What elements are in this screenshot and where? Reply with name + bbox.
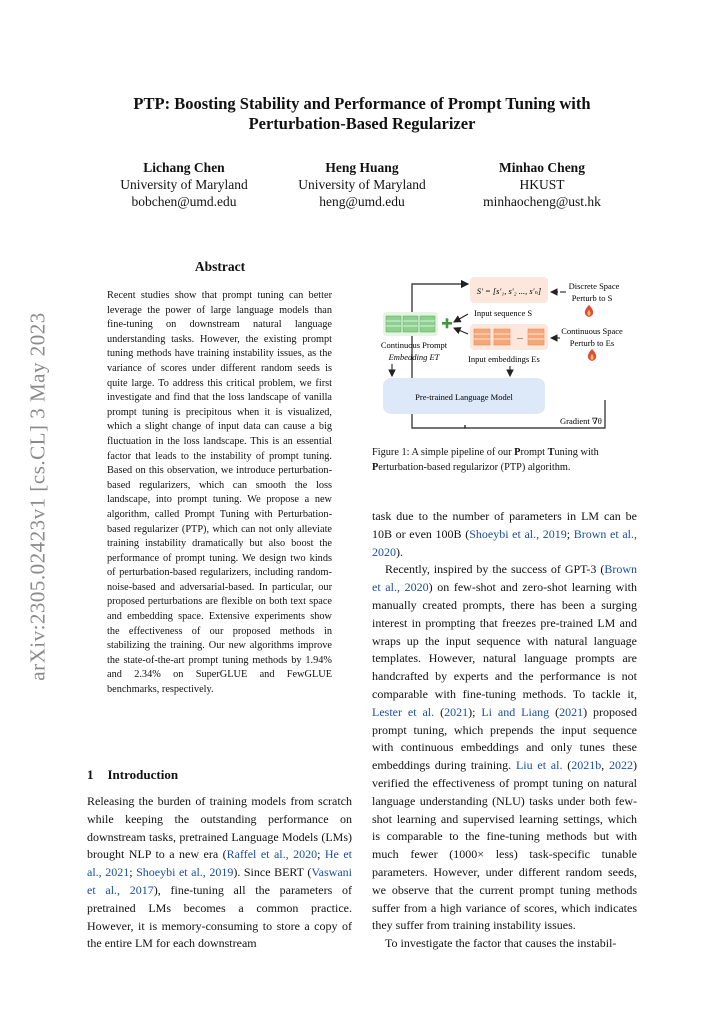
paragraph-text: To investigate the factor that causes the instabil- bbox=[385, 936, 617, 951]
citation-link[interactable]: Raffel et al., 2020 bbox=[226, 847, 318, 862]
author-affiliation: University of Maryland bbox=[298, 177, 426, 192]
figure-1-caption: Figure 1: A simple pipeline of our Prompt Tuning with Perturbation-based regularizor (PTP) algorithm. bbox=[372, 447, 599, 473]
citation-link[interactable]: Liu et al. bbox=[515, 758, 563, 773]
section-number: 1 bbox=[87, 767, 94, 782]
intro-paragraph-1 bbox=[87, 793, 352, 953]
paragraph-text: Releasing the burden of training models from scratch while keeping the outstanding performance on downstream tasks, pretrained Language Models (LMs) brought NLP to a new era ( bbox=[87, 794, 352, 862]
citation-link[interactable]: Shoeybi et al., 2019 bbox=[136, 865, 234, 880]
author-block bbox=[112, 159, 256, 210]
intro-paragraph-2 bbox=[372, 508, 637, 561]
figure-1-diagram bbox=[370, 272, 642, 437]
paragraph-text: ( bbox=[562, 758, 572, 773]
intro-paragraph-4 bbox=[372, 935, 637, 953]
paragraph-text: ), fine-tuning all the parameters of pretrained LMs becomes a common practice. However, it is memory-consuming to store a copy of the entire LM for each downstream bbox=[87, 882, 352, 951]
paragraph-text: task due to the number of parameters in LM can be 10B or even 100B ( bbox=[372, 509, 637, 541]
orange-embedding-cells bbox=[474, 329, 544, 345]
prompt-embedding-label: Embedding ET bbox=[388, 352, 440, 362]
paper-title bbox=[90, 94, 634, 134]
paragraph-text: ) verified the effectiveness of prompt tuning on natural language understanding (NLU) tasks under both few-shot learning and supervised learning settings, which is comparable to the fine-tuning methods but with much fewer (1000× less) task-specific tunable parameters. However, under different random seeds, we observe that the current prompt tuning methods suffer from a high variance of scores, which indicates they suffer from training instability issues. bbox=[372, 758, 637, 933]
title-line-1: PTP: Boosting Stability and Performance of Prompt Tuning with bbox=[133, 94, 591, 113]
input-sequence-label: Input sequence S bbox=[474, 308, 533, 318]
citation-link[interactable]: Shoeybi et al., 2019 bbox=[469, 526, 567, 541]
paragraph-text: ; bbox=[317, 847, 325, 862]
author-affiliation: HKUST bbox=[519, 177, 565, 192]
paragraph-text: ; bbox=[129, 865, 137, 880]
green-prompt-cells bbox=[386, 316, 435, 332]
paragraph-text: ) proposed prompt tuning, which prepends the input sequence with continuous embeddings and only tunes these embeddings during training. bbox=[372, 704, 637, 773]
author-email: heng@umd.edu bbox=[319, 194, 405, 209]
author-name: Minhao Cheng bbox=[499, 160, 585, 175]
citation-link[interactable]: Brown et al., 2020 bbox=[372, 526, 637, 559]
paragraph-text: ; bbox=[566, 526, 574, 541]
citation-link[interactable]: He et al., 2021 bbox=[87, 847, 352, 880]
paragraph-text: ); bbox=[468, 704, 482, 719]
citation-link[interactable]: 2022 bbox=[609, 758, 633, 773]
perturbed-sequence-formula: S' = [s'₁, s'₂ ..., s'ₙ] bbox=[476, 286, 542, 296]
paragraph-text: ). Since BERT ( bbox=[233, 865, 312, 880]
title-line-2: Perturbation-Based Regularizer bbox=[248, 114, 476, 133]
citation-link[interactable]: 2021b bbox=[571, 758, 602, 773]
embedding-ellipsis: ... bbox=[517, 332, 523, 341]
paragraph-text: Recently, inspired by the success of GPT-3 ( bbox=[385, 562, 605, 577]
fire-icon bbox=[588, 349, 596, 361]
fire-icon bbox=[585, 305, 593, 317]
author-affiliation: University of Maryland bbox=[120, 177, 248, 192]
citation-link[interactable]: Vaswani et al., 2017 bbox=[87, 865, 352, 897]
paragraph-text: ). bbox=[396, 544, 403, 559]
author-email: minhaocheng@ust.hk bbox=[483, 194, 601, 209]
paragraph-text: , bbox=[601, 758, 609, 773]
author-name: Lichang Chen bbox=[143, 160, 225, 175]
citation-link[interactable]: Brown et al., 2020 bbox=[372, 562, 637, 595]
section-heading bbox=[87, 767, 178, 783]
intro-right-column bbox=[372, 508, 637, 953]
gradient-label: Gradient ∇θ bbox=[560, 416, 602, 426]
citation-link[interactable]: Li and Liang bbox=[481, 704, 550, 719]
author-email: bobchen@umd.edu bbox=[131, 194, 237, 209]
continuous-perturb-label: Perturb to Es bbox=[569, 338, 615, 348]
intro-paragraph-3 bbox=[372, 561, 637, 935]
author-name: Heng Huang bbox=[325, 160, 399, 175]
citation-link[interactable]: 2021 bbox=[444, 704, 469, 719]
discrete-perturb-label: Perturb to S bbox=[571, 293, 613, 303]
abstract-heading: Abstract bbox=[194, 259, 246, 274]
author-block bbox=[290, 159, 434, 210]
section-title: Introduction bbox=[107, 767, 179, 782]
intro-left-column bbox=[87, 793, 352, 953]
paragraph-text: ) on few-shot and zero-shot learning with manually created prompts, there has been a surging interest in prompting that freezes pre-trained LM and wraps up the input sequence with natural language templates. However, natural language prompts are handcrafted by experts and the performance is not comparable with fine-tuning methods. To tackle it, bbox=[372, 580, 637, 701]
paragraph-text: ( bbox=[434, 704, 445, 719]
continuous-prompt-label: Continuous Prompt bbox=[380, 340, 448, 350]
citation-link[interactable]: 2021 bbox=[559, 704, 584, 719]
continuous-space-label: Continuous Space bbox=[561, 326, 623, 336]
citation-link[interactable]: Lester et al. bbox=[372, 704, 435, 719]
abstract-text: Recent studies show that prompt tuning can better leverage the power of large language models than fine-tuning on downstream natural language understanding tasks. However, the existing prompt tuning methods have training instability issues, as the variance of scores under different random seeds is quite large. To address this critical problem, we first investigate and find that the loss landscape of vanilla prompt tuning is precipitous when it is visualized, which a slight change of input data can cause a big fluctuation in the loss landscape. This is an essential factor that leads to the instability of prompt tuning. Based on this observation, we introduce perturbation-based regularizers, which can smooth the loss landscape, into prompt tuning. We propose a new algorithm, called Prompt Tuning with Perturbation-based regularizer (PTP), which can not only alleviate training instability dramatically but also boost the performance of prompt tuning. We design two kinds of perturbation-based regularizers, including random-noise-based and adversarial-based. In particular, our proposed perturbations are flexible on both text space and embedding space. Extensive experiments show the effectiveness of our proposed methods in stabilizing the training. Our new algorithms improve the state-of-the-art prompt tuning methods by 1.94% and 2.34% on SuperGLUE and FewGLUE benchmarks, respectively. bbox=[107, 290, 332, 696]
paragraph-text: ( bbox=[549, 704, 560, 719]
plus-icon bbox=[442, 318, 452, 328]
language-model-label: Pre-trained Language Model bbox=[415, 392, 513, 402]
discrete-space-label: Discrete Space bbox=[568, 281, 620, 291]
author-block bbox=[470, 159, 614, 210]
input-embeddings-label: Input embeddings Es bbox=[468, 354, 540, 364]
arxiv-identifier: arXiv:2305.02423v1 [cs.CL] 3 May 2023 bbox=[25, 312, 50, 681]
